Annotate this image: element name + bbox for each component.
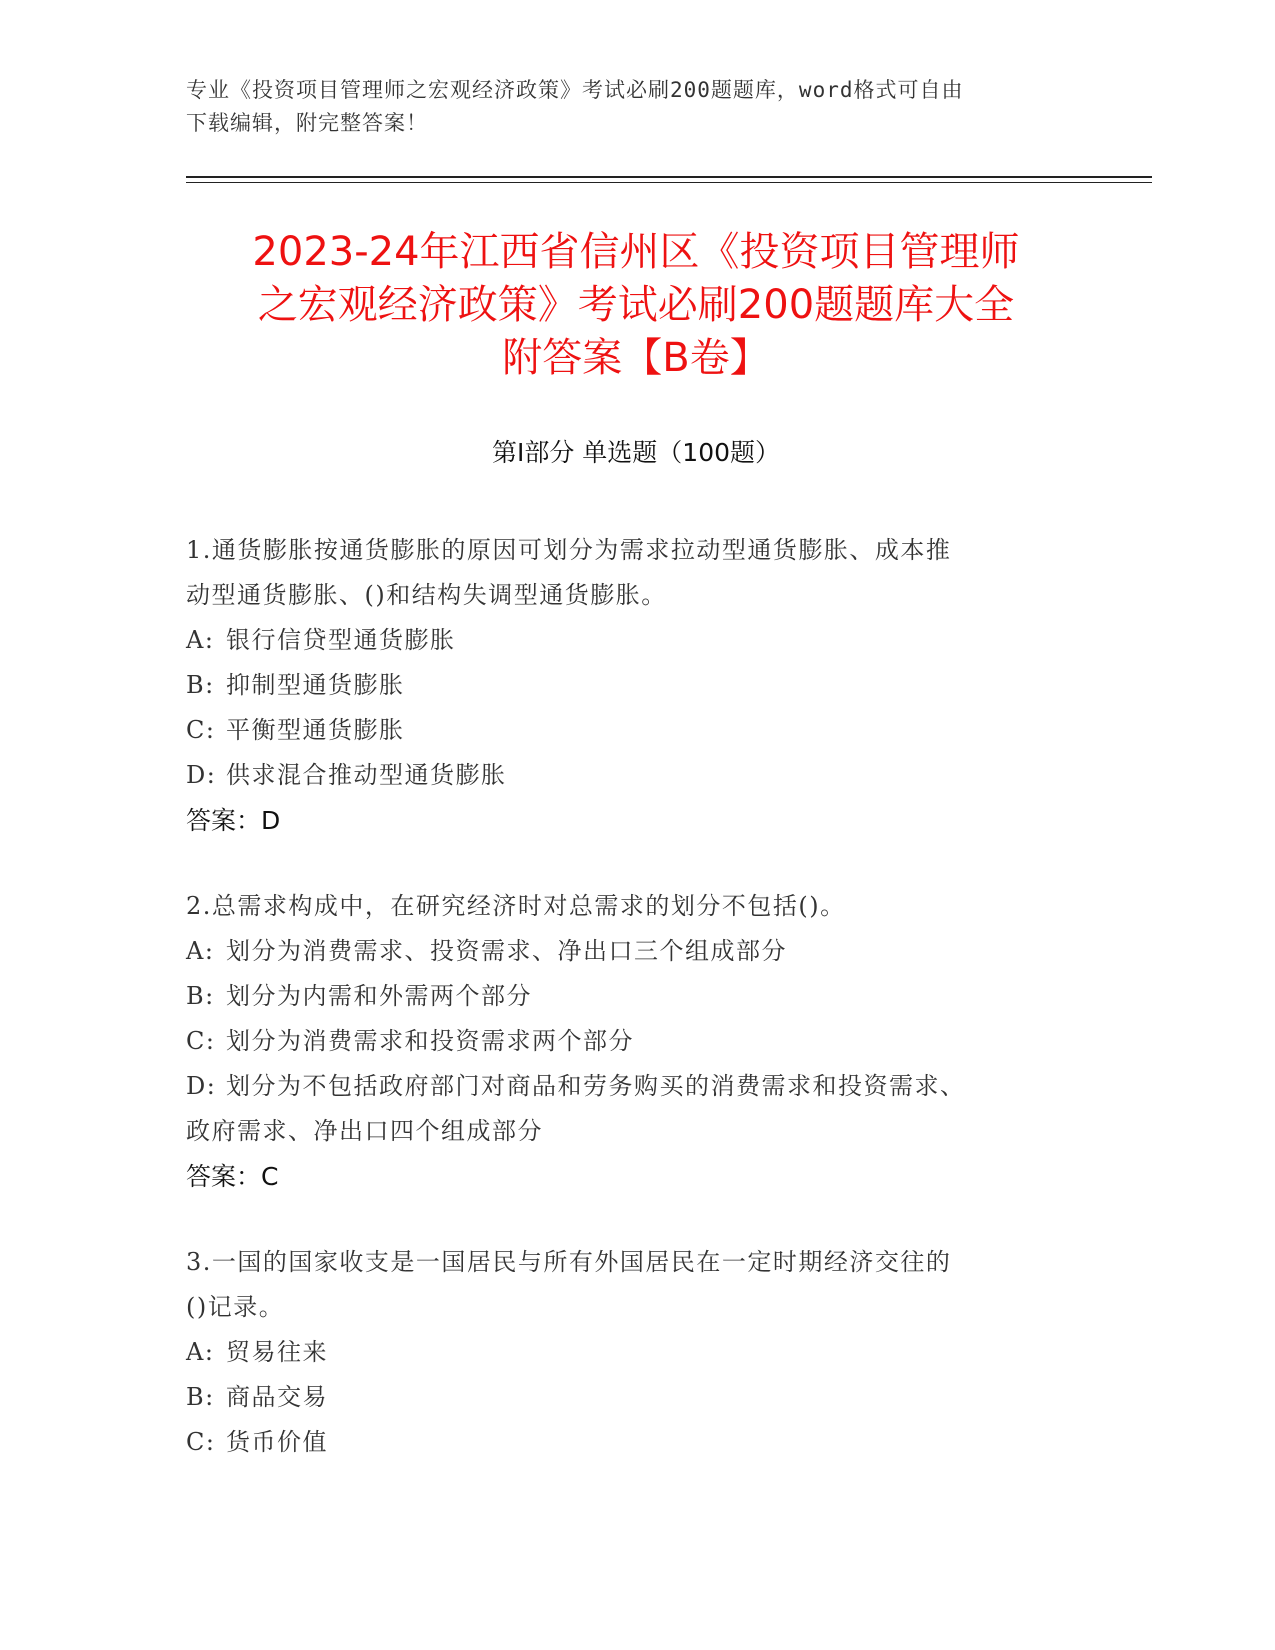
header-note-line-2: 下载编辑，附完整答案！ — [186, 111, 428, 135]
option-c — [186, 1019, 1066, 1064]
option-label: C: — [186, 716, 216, 744]
option-label: B: — [186, 671, 215, 699]
title-line-2: 之宏观经济政策》考试必刷200题题库大全 — [257, 282, 1015, 328]
question-stem-continued: ()记录。 — [186, 1293, 285, 1321]
question-stem: 2.总需求构成中，在研究经济时对总需求的划分不包括()。 — [186, 892, 846, 920]
option-d — [186, 753, 1066, 798]
option-text: 抑制型通货膨胀 — [226, 671, 405, 699]
option-d — [186, 1064, 1066, 1109]
header-note-line-1: 专业《投资项目管理师之宏观经济政策》考试必刷200题题库，word格式可自由 — [186, 78, 964, 102]
option-text: 划分为不包括政府部门对商品和劳务购买的消费需求和投资需求、 — [226, 1072, 966, 1100]
question-stem-continued: 动型通货膨胀、()和结构失调型通货膨胀。 — [186, 581, 667, 609]
option-b — [186, 974, 1066, 1019]
option-text: 划分为消费需求和投资需求两个部分 — [226, 1027, 634, 1055]
option-text: 划分为消费需求、投资需求、净出口三个组成部分 — [226, 937, 787, 965]
option-a — [186, 929, 1066, 974]
section-heading: 第Ⅰ部分 单选题（100题） — [491, 438, 781, 467]
option-a — [186, 1330, 1066, 1375]
option-text: 划分为内需和外需两个部分 — [226, 982, 532, 1010]
option-text: 平衡型通货膨胀 — [226, 716, 405, 744]
option-label: A: — [186, 626, 215, 654]
option-label: C: — [186, 1027, 216, 1055]
option-label: A: — [186, 1338, 215, 1366]
option-label: C: — [186, 1428, 216, 1456]
header-divider-thin — [186, 182, 1152, 183]
document-title — [186, 226, 1086, 385]
option-a — [186, 618, 1066, 663]
option-text: 贸易往来 — [226, 1338, 328, 1366]
header-divider-thick — [186, 176, 1152, 178]
option-label: B: — [186, 1383, 215, 1411]
option-text: 供求混合推动型通货膨胀 — [226, 761, 507, 789]
option-d-continued: 政府需求、净出口四个组成部分 — [186, 1117, 543, 1145]
question-stem: 3.一国的国家收支是一国居民与所有外国居民在一定时期经济交往的 — [186, 1248, 952, 1276]
option-label: B: — [186, 982, 215, 1010]
question-1 — [186, 528, 1066, 843]
header-note — [186, 74, 1066, 140]
option-text: 商品交易 — [226, 1383, 328, 1411]
question-3 — [186, 1240, 1066, 1465]
option-label: A: — [186, 937, 215, 965]
option-c — [186, 708, 1066, 753]
option-text: 货币价值 — [226, 1428, 328, 1456]
option-b — [186, 663, 1066, 708]
title-line-1: 2023-24年江西省信州区《投资项目管理师 — [252, 229, 1020, 275]
question-2 — [186, 884, 1066, 1199]
option-c — [186, 1420, 1066, 1465]
answer-line: 答案：D — [186, 806, 281, 835]
option-label: D: — [186, 1072, 217, 1100]
option-text: 银行信贷型通货膨胀 — [226, 626, 456, 654]
title-line-3: 附答案【B卷】 — [502, 335, 770, 381]
option-label: D: — [186, 761, 217, 789]
option-b — [186, 1375, 1066, 1420]
question-list — [186, 528, 1066, 1506]
question-stem: 1.通货膨胀按通货膨胀的原因可划分为需求拉动型通货膨胀、成本推 — [186, 536, 952, 564]
answer-line: 答案：C — [186, 1162, 279, 1191]
